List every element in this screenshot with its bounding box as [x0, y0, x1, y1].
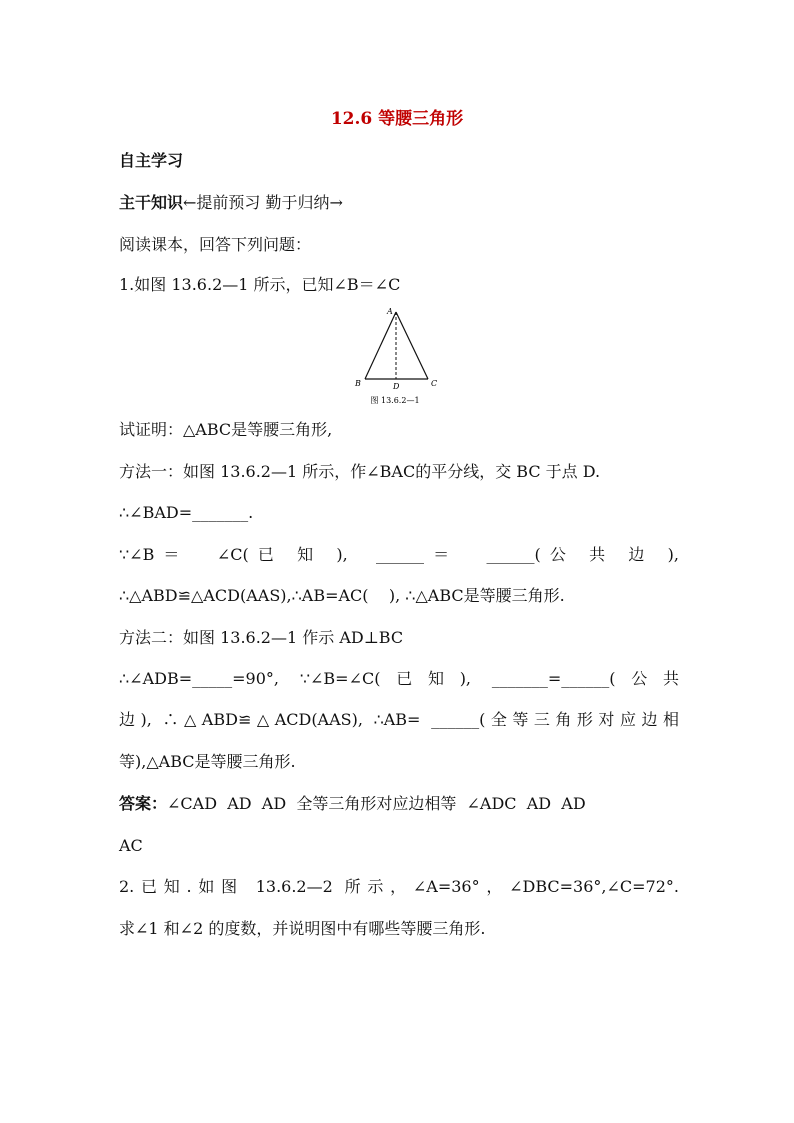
answer-label: 答案： [119, 794, 168, 813]
q1-method1-line2: ∴∠BAD=_______. [119, 503, 254, 522]
q2-line1: 2.已知.如图 13.6.2—2 所示，∠A=36°，∠DBC=36°,∠C=72°. [119, 877, 679, 896]
figure-caption: 图 13.6.2—1 [370, 396, 420, 405]
q1-method1-line3: ∵∠B＝ ∠C(已 知 ), ______＝ ______(公 共 边 ), [119, 545, 679, 564]
answer-line2: AC [119, 836, 143, 855]
answer-line1 [119, 793, 679, 815]
section-heading: 自主学习 [119, 151, 184, 170]
vertex-label-c: C [431, 379, 438, 388]
subsection-text: 提前预习 勤于归纳 [196, 193, 330, 212]
answer-text: ∠CAD AD AD 全等三角形对应边相等 ∠ADC AD AD [167, 794, 586, 813]
q1-method1-line1: 方法一：如图 13.6.2—1 所示，作∠BAC的平分线，交 BC 于点 D. [119, 462, 601, 481]
vertex-label-a: A [387, 307, 393, 316]
arrow-right-icon: → [329, 193, 343, 212]
q1-method1-line4: ∴△ABD≌△ACD(AAS),∴AB=AC( ), ∴△ABC是等腰三角形. [119, 586, 565, 605]
triangle-figure [340, 304, 450, 410]
q1-stem: 1.如图 13.6.2—1 所示，已知∠B＝∠C [119, 275, 401, 294]
arrow-left-icon: ← [183, 193, 197, 212]
subsection-heading [119, 192, 679, 214]
side-ab [365, 312, 396, 379]
q2-line2: 求∠1 和∠2 的度数，并说明图中有哪些等腰三角形. [119, 919, 486, 938]
subsection-label: 主干知识 [119, 193, 184, 212]
q1-method2-line2: ∴∠ADB=_____=90°, ∵∠B=∠C(已知), _______=______(公共 [119, 669, 679, 688]
q1-method2-line4: 等),△ABC是等腰三角形. [119, 752, 296, 771]
intro-text: 阅读课本，回答下列问题： [119, 235, 312, 254]
q1-method2-line3: 边), ∴△ABD≌△ACD(AAS), ∴AB= ______(全等三角形对应边相 [119, 710, 679, 729]
page-title: 12.6 等腰三角形 [330, 109, 464, 129]
point-label-d: D [393, 382, 400, 391]
vertex-label-b: B [355, 379, 361, 388]
q1-method2-line1: 方法二：如图 13.6.2—1 作示 AD⊥BC [119, 628, 404, 647]
q1-prove: 试证明：△ABC是等腰三角形, [119, 420, 333, 439]
side-ac [396, 312, 428, 379]
